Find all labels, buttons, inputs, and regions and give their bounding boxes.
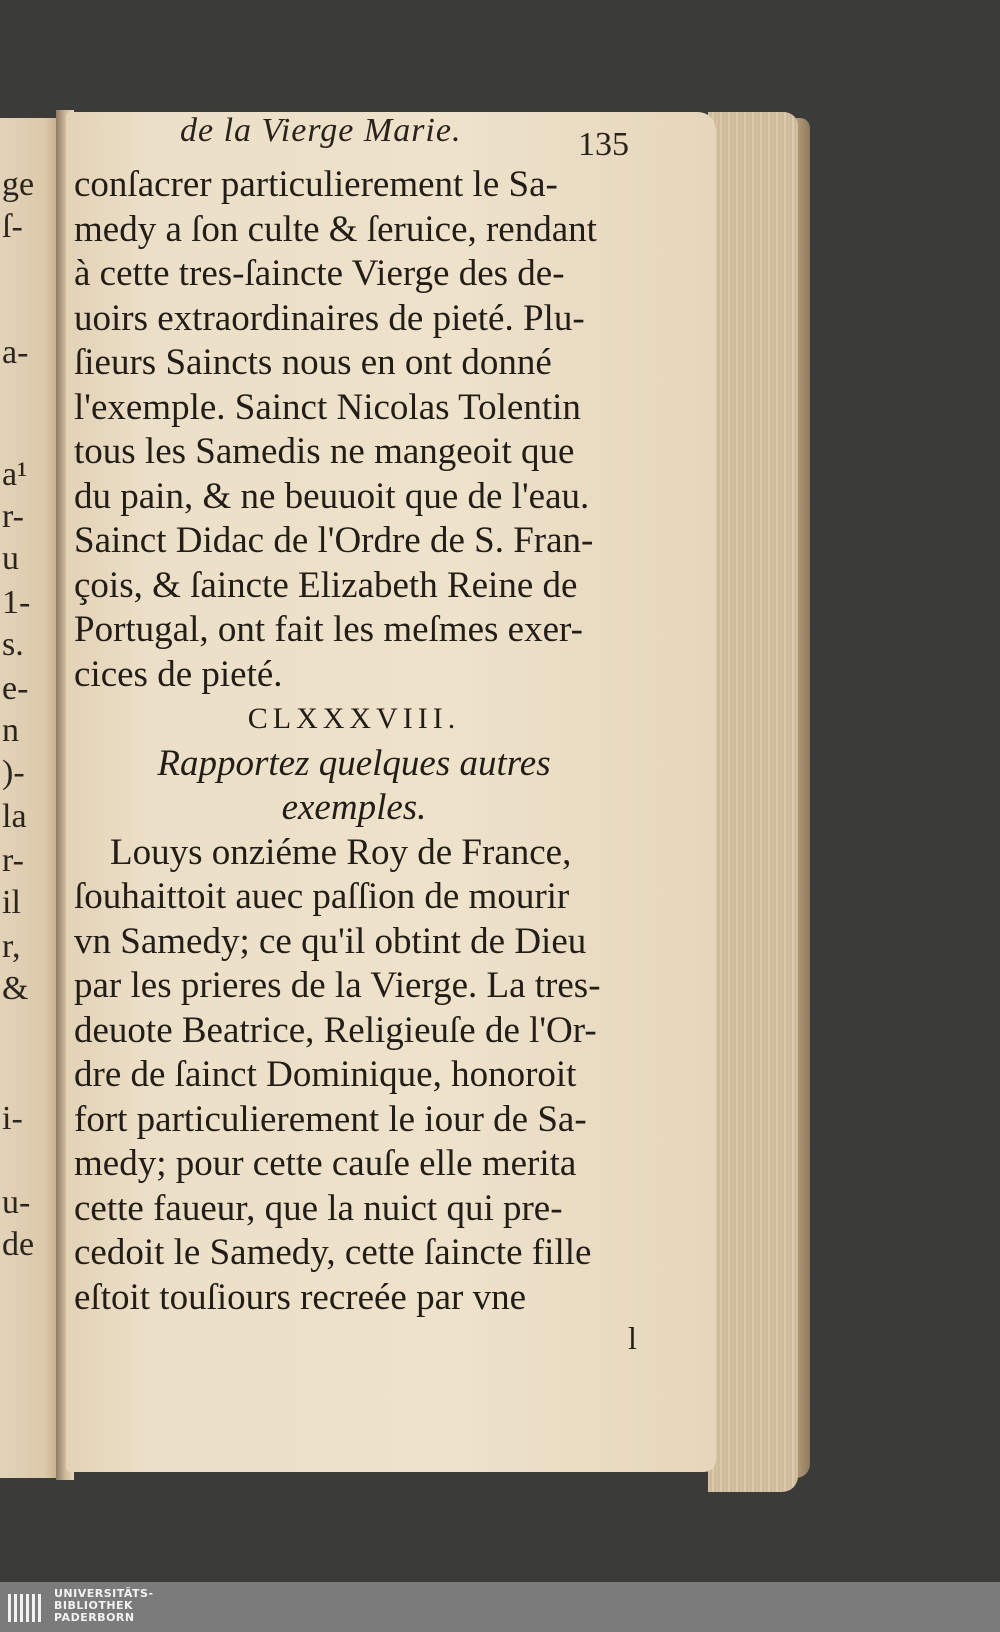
text-line: cedoit le Samedy, cette ſaincte fille — [74, 1232, 592, 1273]
left-fragment: r- — [2, 498, 24, 535]
text-line: fort particulierement le iour de Sa- — [74, 1098, 587, 1140]
text-line: cette faueur, que la nuict qui pre- — [74, 1187, 563, 1229]
text-line: vn Samedy; ce qu'il obtint de Dieu — [74, 920, 587, 962]
left-fragment: i- — [2, 1100, 23, 1137]
left-page — [0, 118, 64, 1478]
text-line: ſouhaittoit auec paſſion de mourir — [74, 876, 570, 917]
left-fragment: il — [2, 884, 21, 921]
left-fragment: & — [2, 970, 29, 1007]
left-fragment: )- — [2, 754, 25, 791]
catchword: l — [628, 1320, 637, 1356]
text-line: medy; pour cette cauſe elle merita — [74, 1143, 577, 1184]
section-number: CLXXXVIII. — [247, 702, 461, 735]
section-title-line: exemples. — [281, 787, 427, 828]
left-fragment: u- — [2, 1184, 31, 1221]
text-line: eſtoit touſiours recreée par vne — [74, 1276, 527, 1318]
text-line: tous les Samedis ne mangeoit que — [74, 431, 575, 472]
logo-line: BIBLIOTHEK — [54, 1599, 134, 1612]
logo-line: PADERBORN — [54, 1611, 135, 1624]
text-line: Sainct Didac de l'Ordre de S. Fran- — [74, 520, 594, 561]
left-fragment: r- — [2, 842, 24, 879]
left-fragment: ge — [2, 166, 35, 203]
text-line: cices de pieté. — [74, 653, 283, 695]
left-fragment: la — [2, 798, 27, 835]
text-line: uoirs extraordinaires de pieté. Plu- — [74, 297, 585, 339]
left-fragment: r, — [2, 928, 21, 965]
text-line: par les prieres de la Vierge. La tres- — [74, 965, 601, 1006]
left-fragment: a¹ — [2, 456, 28, 493]
left-fragment: u — [2, 540, 19, 577]
running-head: de la Vierge Marie. — [180, 112, 462, 149]
text-line: çois, & ſaincte Elizabeth Reine de — [74, 564, 578, 606]
text-line: conſacrer particulierement le Sa- — [74, 164, 558, 205]
text-line: Louys onziéme Roy de France, — [110, 831, 572, 873]
footer-bar — [0, 1582, 1000, 1632]
page-body — [74, 163, 634, 1320]
left-fragment: de — [2, 1226, 35, 1263]
left-fragment: e- — [2, 670, 29, 707]
left-fragment: a- — [2, 334, 29, 371]
page-edges — [708, 112, 798, 1492]
section-title-line: Rapportez quelques autres — [157, 742, 551, 784]
logo-line: UNIVERSITÄTS- — [54, 1587, 154, 1600]
text-line: Portugal, ont fait les meſmes exer- — [74, 609, 583, 650]
text-line: l'exemple. Sainct Nicolas Tolentin — [74, 386, 581, 428]
text-line: du pain, & ne beuuoit que de l'eau. — [74, 475, 590, 517]
left-page-fragments — [0, 118, 64, 1478]
left-fragment: s. — [2, 626, 24, 663]
left-fragment: n — [2, 712, 19, 749]
left-fragment: 1- — [2, 584, 31, 621]
text-line: ſieurs Saincts nous en ont donné — [74, 342, 552, 383]
library-logo-text — [54, 1588, 154, 1624]
text-line: deuote Beatrice, Religieuſe de l'Or- — [74, 1009, 597, 1051]
text-line: dre de ſainct Dominique, honoroit — [74, 1054, 577, 1095]
text-line: à cette tres-ſaincte Vierge des de- — [74, 253, 565, 294]
text-line: medy a ſon culte & ſeruice, rendant — [74, 208, 597, 250]
library-logo-icon — [6, 1590, 42, 1626]
page-number: 135 — [578, 126, 629, 163]
left-fragment: ſ- — [2, 208, 23, 245]
